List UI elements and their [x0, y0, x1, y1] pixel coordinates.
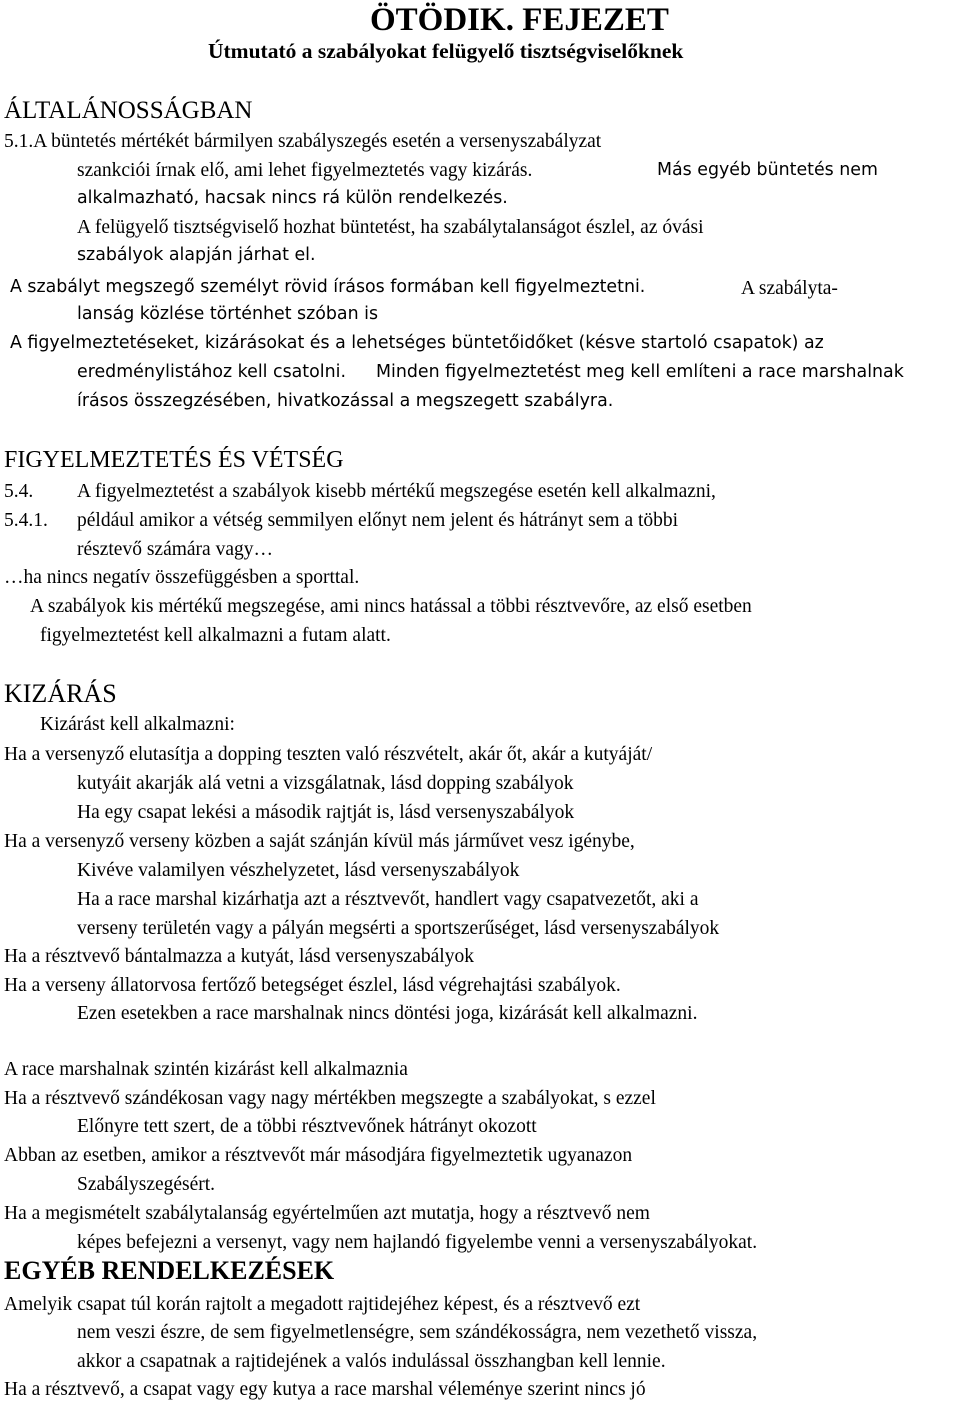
paragraph-line: alkalmazható, hacsak nincs rá külön rendelkezés. [77, 188, 508, 208]
paragraph-line: A figyelmeztetést a szabályok kisebb mértékű megszegése esetén kell alkalmazni, [77, 481, 716, 502]
paragraph-line: Ha a verseny állatorvosa fertőző betegséget észlel, lásd végrehajtási szabályok. [4, 975, 621, 996]
paragraph-line: szabályok alapján járhat el. [77, 245, 316, 265]
paragraph-line: kutyáit akarják alá vetni a vizsgálatnak, lásd dopping szabályok [77, 773, 574, 794]
paragraph-line: lanság közlése történhet szóban is [77, 304, 379, 324]
section-heading-warning: FIGYELMEZTETÉS ÉS VÉTSÉG [4, 447, 344, 473]
paragraph-line: A szabályok kis mértékű megszegése, ami nincs hatással a többi résztvevőre, az első esetben [30, 596, 752, 617]
paragraph-line: 5.4.1. [4, 510, 48, 531]
paragraph-line: …ha nincs negatív összefüggésben a sporttal. [4, 567, 360, 588]
paragraph-line: Ha a versenyző elutasítja a dopping teszten való részvételt, akár őt, akár a kutyáját/ [4, 744, 653, 765]
paragraph-line: képes befejezni a versenyt, vagy nem hajlandó figyelembe venni a versenyszabályokat. [77, 1232, 758, 1253]
paragraph-line: A szabályt megszegő személyt rövid írásos formában kell figyelmeztetni. [10, 277, 646, 297]
paragraph-line: figyelmeztetést kell alkalmazni a futam alatt. [40, 625, 391, 646]
section-heading-general: ÁLTALÁNOSSÁGBAN [4, 97, 253, 124]
chapter-title: ÖTÖDIK. FEJEZET [370, 2, 669, 38]
chapter-subtitle: Útmutató a szabályokat felügyelő tisztségviselőknek [208, 39, 684, 63]
paragraph-line: Ezen esetekben a race marshalnak nincs döntési joga, kizárását kell alkalmazni. [77, 1003, 698, 1024]
paragraph-line: A figyelmeztetéseket, kizárásokat és a lehetséges büntetőidőket (késve startoló csapatok) az [10, 333, 824, 353]
paragraph-line: Szabályszegésért. [77, 1174, 216, 1195]
section-heading-disqualification: KIZÁRÁS [4, 679, 117, 708]
paragraph-line: írásos összegzésében, hivatkozással a megszegett szabályra. [77, 391, 614, 411]
paragraph-line: A race marshalnak szintén kizárást kell alkalmaznia [4, 1059, 408, 1080]
paragraph-line: Ha a versenyző verseny közben a saját szánján kívül más járművet vesz igénybe, [4, 831, 635, 852]
paragraph-line: 5.1.A büntetés mértékét bármilyen szabályszegés esetén a versenyszabályzat [4, 131, 602, 152]
paragraph-line: Ha a megismételt szabálytalanság egyértelműen azt mutatja, hogy a résztvevő nem [4, 1203, 650, 1224]
paragraph-line: Ha egy csapat lekési a második rajtját is, lásd versenyszabályok [77, 802, 575, 823]
paragraph-line: akkor a csapatnak a rajtidejének a valós indulással összhangban kell lennie. [77, 1351, 666, 1372]
paragraph-line: verseny területén vagy a pályán megsérti a sportszerűséget, lásd versenyszabályok [77, 918, 720, 939]
paragraph-line: A szabályta- [741, 278, 838, 299]
paragraph-line: Amelyik csapat túl korán rajtolt a megadott rajtidejéhez képest, és a résztvevő ezt [4, 1294, 641, 1315]
paragraph-line: 5.4. [4, 481, 34, 502]
paragraph-line: Ha a résztvevő szándékosan vagy nagy mértékben megszegte a szabályokat, s ezzel [4, 1088, 656, 1109]
paragraph-line: Kivéve valamilyen vészhelyzetet, lásd versenyszabályok [77, 860, 520, 881]
paragraph-line: Kizárást kell alkalmazni: [40, 714, 235, 735]
paragraph-line: például amikor a vétség semmilyen előnyt nem jelent és hátrányt sem a többi [77, 510, 679, 531]
paragraph-line: Ha a résztvevő bántalmazza a kutyát, lásd versenyszabályok [4, 946, 474, 967]
section-heading-other: EGYÉB RENDELKEZÉSEK [4, 1256, 335, 1285]
paragraph-line: résztevő számára vagy… [77, 539, 273, 560]
paragraph-line: Ha a résztvevő, a csapat vagy egy kutya a race marshal véleménye szerint nincs jó [4, 1379, 646, 1400]
paragraph-line: Minden figyelmeztetést meg kell említeni a race marshalnak [376, 362, 904, 382]
paragraph-line: Ha a race marshal kizárhatja azt a résztvevőt, handlert vagy csapatvezetőt, aki a [77, 889, 699, 910]
paragraph-line: nem veszi észre, de sem figyelmetlenségre, sem szándékosságra, nem vezethető vissza, [77, 1322, 758, 1343]
paragraph-line: Előnyre tett szert, de a többi résztvevőnek hátrányt okozott [77, 1116, 537, 1137]
paragraph-line: Más egyéb büntetés nem [657, 160, 878, 180]
paragraph-line: Abban az esetben, amikor a résztvevőt már másodjára figyelmeztetik ugyanazon [4, 1145, 633, 1166]
paragraph-line: szankciói írnak elő, ami lehet figyelmeztetés vagy kizárás. [77, 160, 533, 181]
paragraph-line: A felügyelő tisztségviselő hozhat büntetést, ha szabálytalanságot észlel, az óvási [77, 217, 704, 238]
paragraph-line: eredménylistához kell csatolni. [77, 362, 346, 382]
